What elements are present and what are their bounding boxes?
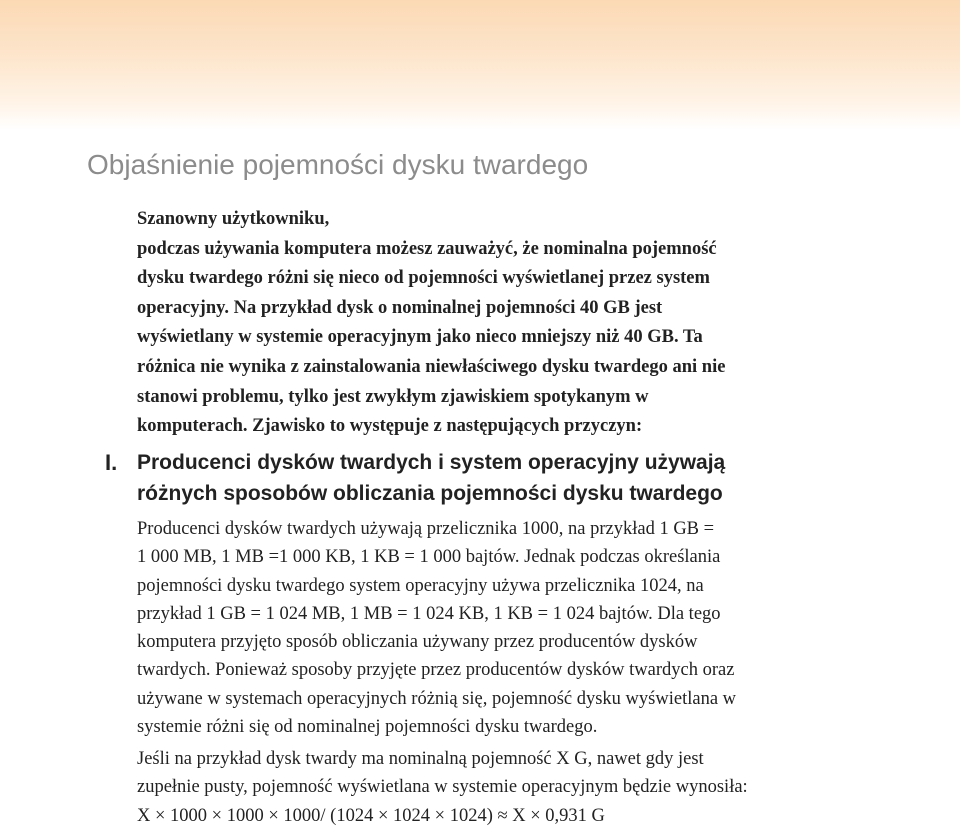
paragraph-line: zupełnie pusty, pojemność wyświetlana w systemie operacyjnym będzie wynosiła: [137,777,748,798]
section-heading-line: różnych sposobów obliczania pojemności dysku twardego [137,482,723,505]
paragraph-line: komputera przyjęto sposób obliczania używany przez producentów dysków [137,632,698,653]
formula-line: X × 1000 × 1000 × 1000/ (1024 × 1024 × 1024) ≈ X × 0,931 G [137,805,605,826]
intro-line: podczas używania komputera możesz zauważyć, że nominalna pojemność [137,238,717,259]
intro-paragraph [137,205,837,442]
intro-line: dysku twardego różni się nieco od pojemności wyświetlanej przez system [137,268,710,289]
paragraph-line: używane w systemach operacyjnych różnią się, pojemność dysku wyświetlana w [137,688,737,709]
header-decoration-band [0,0,960,130]
paragraph-line: Producenci dysków twardych używają przelicznika 1000, na przykład 1 GB = [137,519,715,539]
intro-line: operacyjny. Na przykład dysk o nominalnej pojemności 40 GB jest [137,297,663,318]
intro-line: wyświetlany w systemie operacyjnym jako nieco mniejszy niż 40 GB. Ta [137,327,703,348]
intro-line: Szanowny użytkowniku, [137,209,330,229]
intro-line: różnica nie wynika z zainstalowania niewłaściwego dysku twardego ani nie [137,356,726,377]
section-heading [137,447,837,509]
paragraph-line: Jeśli na przykład dysk twardy ma nominalną pojemność X G, nawet gdy jest [137,749,704,769]
section-number: I. [105,450,118,475]
intro-line: komputerach. Zjawisko to występuje z następujących przyczyn: [137,416,643,437]
page-title: Objaśnienie pojemności dysku twardego [87,149,589,180]
intro-line: stanowi problemu, tylko jest zwykłym zjawiskiem spotykanym w [137,386,649,407]
paragraph-line: przykład 1 GB = 1 024 MB, 1 MB = 1 024 KB, 1 KB = 1 024 bajtów. Dla tego [137,603,721,624]
section-paragraph-1 [137,515,857,741]
section-heading-line: Producenci dysków twardych i system operacyjny używają [137,451,726,474]
paragraph-line: 1 000 MB, 1 MB =1 000 KB, 1 KB = 1 000 bajtów. Jednak podczas określania [137,547,721,568]
paragraph-line: pojemności dysku twardego system operacyjny używa przelicznika 1024, na [137,575,704,596]
section-paragraph-2 [137,745,857,830]
paragraph-line: systemie różni się od nominalnej pojemności dysku twardego. [137,717,598,738]
paragraph-line: twardych. Ponieważ sposoby przyjęte przez producentów dysków twardych oraz [137,660,735,681]
